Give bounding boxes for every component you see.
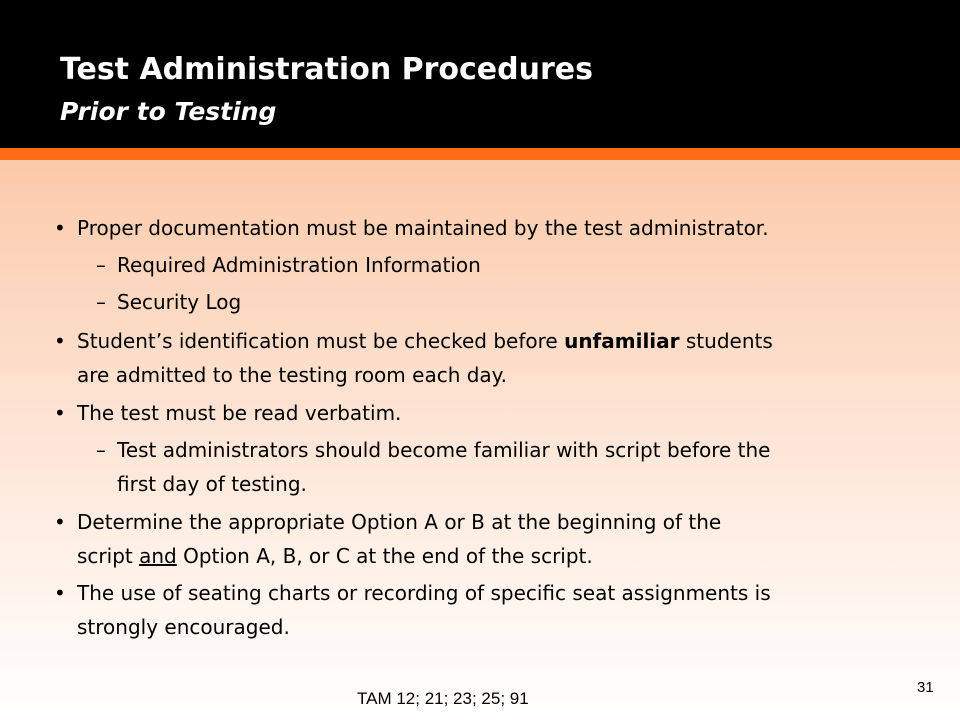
emphasis-unfamiliar: unfamiliar — [564, 329, 680, 353]
bullet-marker: • — [54, 401, 66, 425]
bullet-text-identification: Student’s identification must be checked before unfamiliar students — [77, 329, 773, 353]
bullet-text-documentation: Proper documentation must be maintained by the test administrator. — [77, 216, 769, 240]
sub-bullet-familiar-script-line2: first day of testing. — [117, 472, 307, 496]
slide-subtitle: Prior to Testing — [60, 97, 277, 126]
footer-reference: TAM 12; 21; 23; 25; 91 — [357, 689, 529, 708]
emphasis-and: and — [139, 544, 177, 568]
sub-bullet-marker: – — [96, 438, 106, 462]
bullet-text-options: Determine the appropriate Option A or B at the beginning of the — [77, 510, 722, 534]
page-number: 31 — [917, 679, 934, 696]
sub-bullet-admin-info: Required Administration Information — [117, 253, 481, 277]
bullet-text-seating: The use of seating charts or recording of specific seat assignments is — [77, 581, 771, 605]
bullet-marker: • — [54, 510, 66, 534]
bullet-text-identification-line2: are admitted to the testing room each day. — [77, 363, 508, 387]
sub-bullet-marker: – — [96, 253, 106, 277]
bullet-text-verbatim: The test must be read verbatim. — [77, 401, 402, 425]
bullet-text-seating-line2: strongly encouraged. — [77, 615, 290, 639]
sub-bullet-familiar-script: Test administrators should become familiar with script before the — [117, 438, 771, 462]
bullet-text-options-line2: script and Option A, B, or C at the end of the script. — [77, 544, 593, 568]
slide-title: Test Administration Procedures — [60, 52, 593, 87]
sub-bullet-marker: – — [96, 290, 106, 314]
bullet-marker: • — [54, 216, 66, 240]
bullet-marker: • — [54, 329, 66, 353]
sub-bullet-security-log: Security Log — [117, 290, 242, 314]
bullet-marker: • — [54, 581, 66, 605]
